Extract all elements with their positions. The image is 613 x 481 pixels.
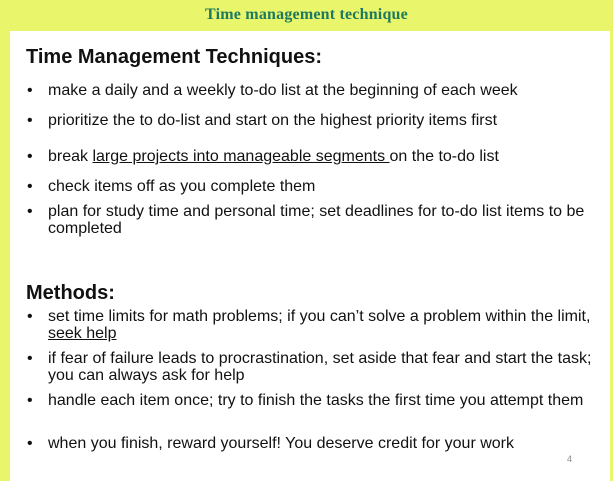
item-text: break: [48, 148, 93, 165]
list-item: [26, 392, 606, 409]
item-text: plan for study time and personal time; set deadlines for to-do list items to be completed: [48, 203, 585, 237]
bullet-icon: •: [27, 350, 33, 367]
item-text: if fear of failure leads to procrastination, set aside that fear and start the task; you can always ask for help: [48, 350, 592, 384]
list-item: [26, 112, 606, 129]
bullet-icon: •: [27, 82, 33, 99]
bullet-icon: •: [27, 203, 33, 220]
slide: [10, 31, 610, 481]
item-text: when you finish, reward yourself! You deserve credit for your work: [48, 435, 515, 452]
item-text: handle each item once; try to finish the tasks the first time you attempt them: [48, 392, 584, 409]
heading-techniques: Time Management Techniques:: [26, 46, 322, 68]
heading-methods: Methods:: [26, 282, 115, 304]
list-item: [26, 82, 606, 99]
item-text: prioritize the to do-list and start on the highest priority items first: [48, 112, 498, 129]
bullet-icon: •: [27, 435, 33, 452]
slide-number: 4: [566, 454, 572, 464]
underlined-link[interactable]: large projects into manageable segments: [92, 148, 390, 165]
list-item: [26, 178, 606, 195]
bullet-icon: •: [27, 178, 33, 195]
item-text: check items off as you complete them: [48, 178, 316, 195]
item-text: on the to-do list: [389, 148, 499, 165]
bullet-icon: •: [27, 148, 33, 165]
bullet-icon: •: [27, 112, 33, 129]
page-title: Time management technique: [205, 6, 408, 23]
list-item: [26, 148, 606, 165]
bullet-icon: •: [27, 308, 33, 325]
item-text: make a daily and a weekly to-do list at the beginning of each week: [48, 82, 518, 99]
seek-help-link[interactable]: seek help: [48, 325, 117, 342]
item-text: set time limits for math problems; if you can’t solve a problem within the limit,: [48, 308, 591, 325]
list-item: [26, 308, 606, 342]
list-item: [26, 203, 606, 237]
list-item: [26, 350, 606, 384]
list-item: [26, 435, 606, 452]
bullet-icon: •: [27, 392, 33, 409]
